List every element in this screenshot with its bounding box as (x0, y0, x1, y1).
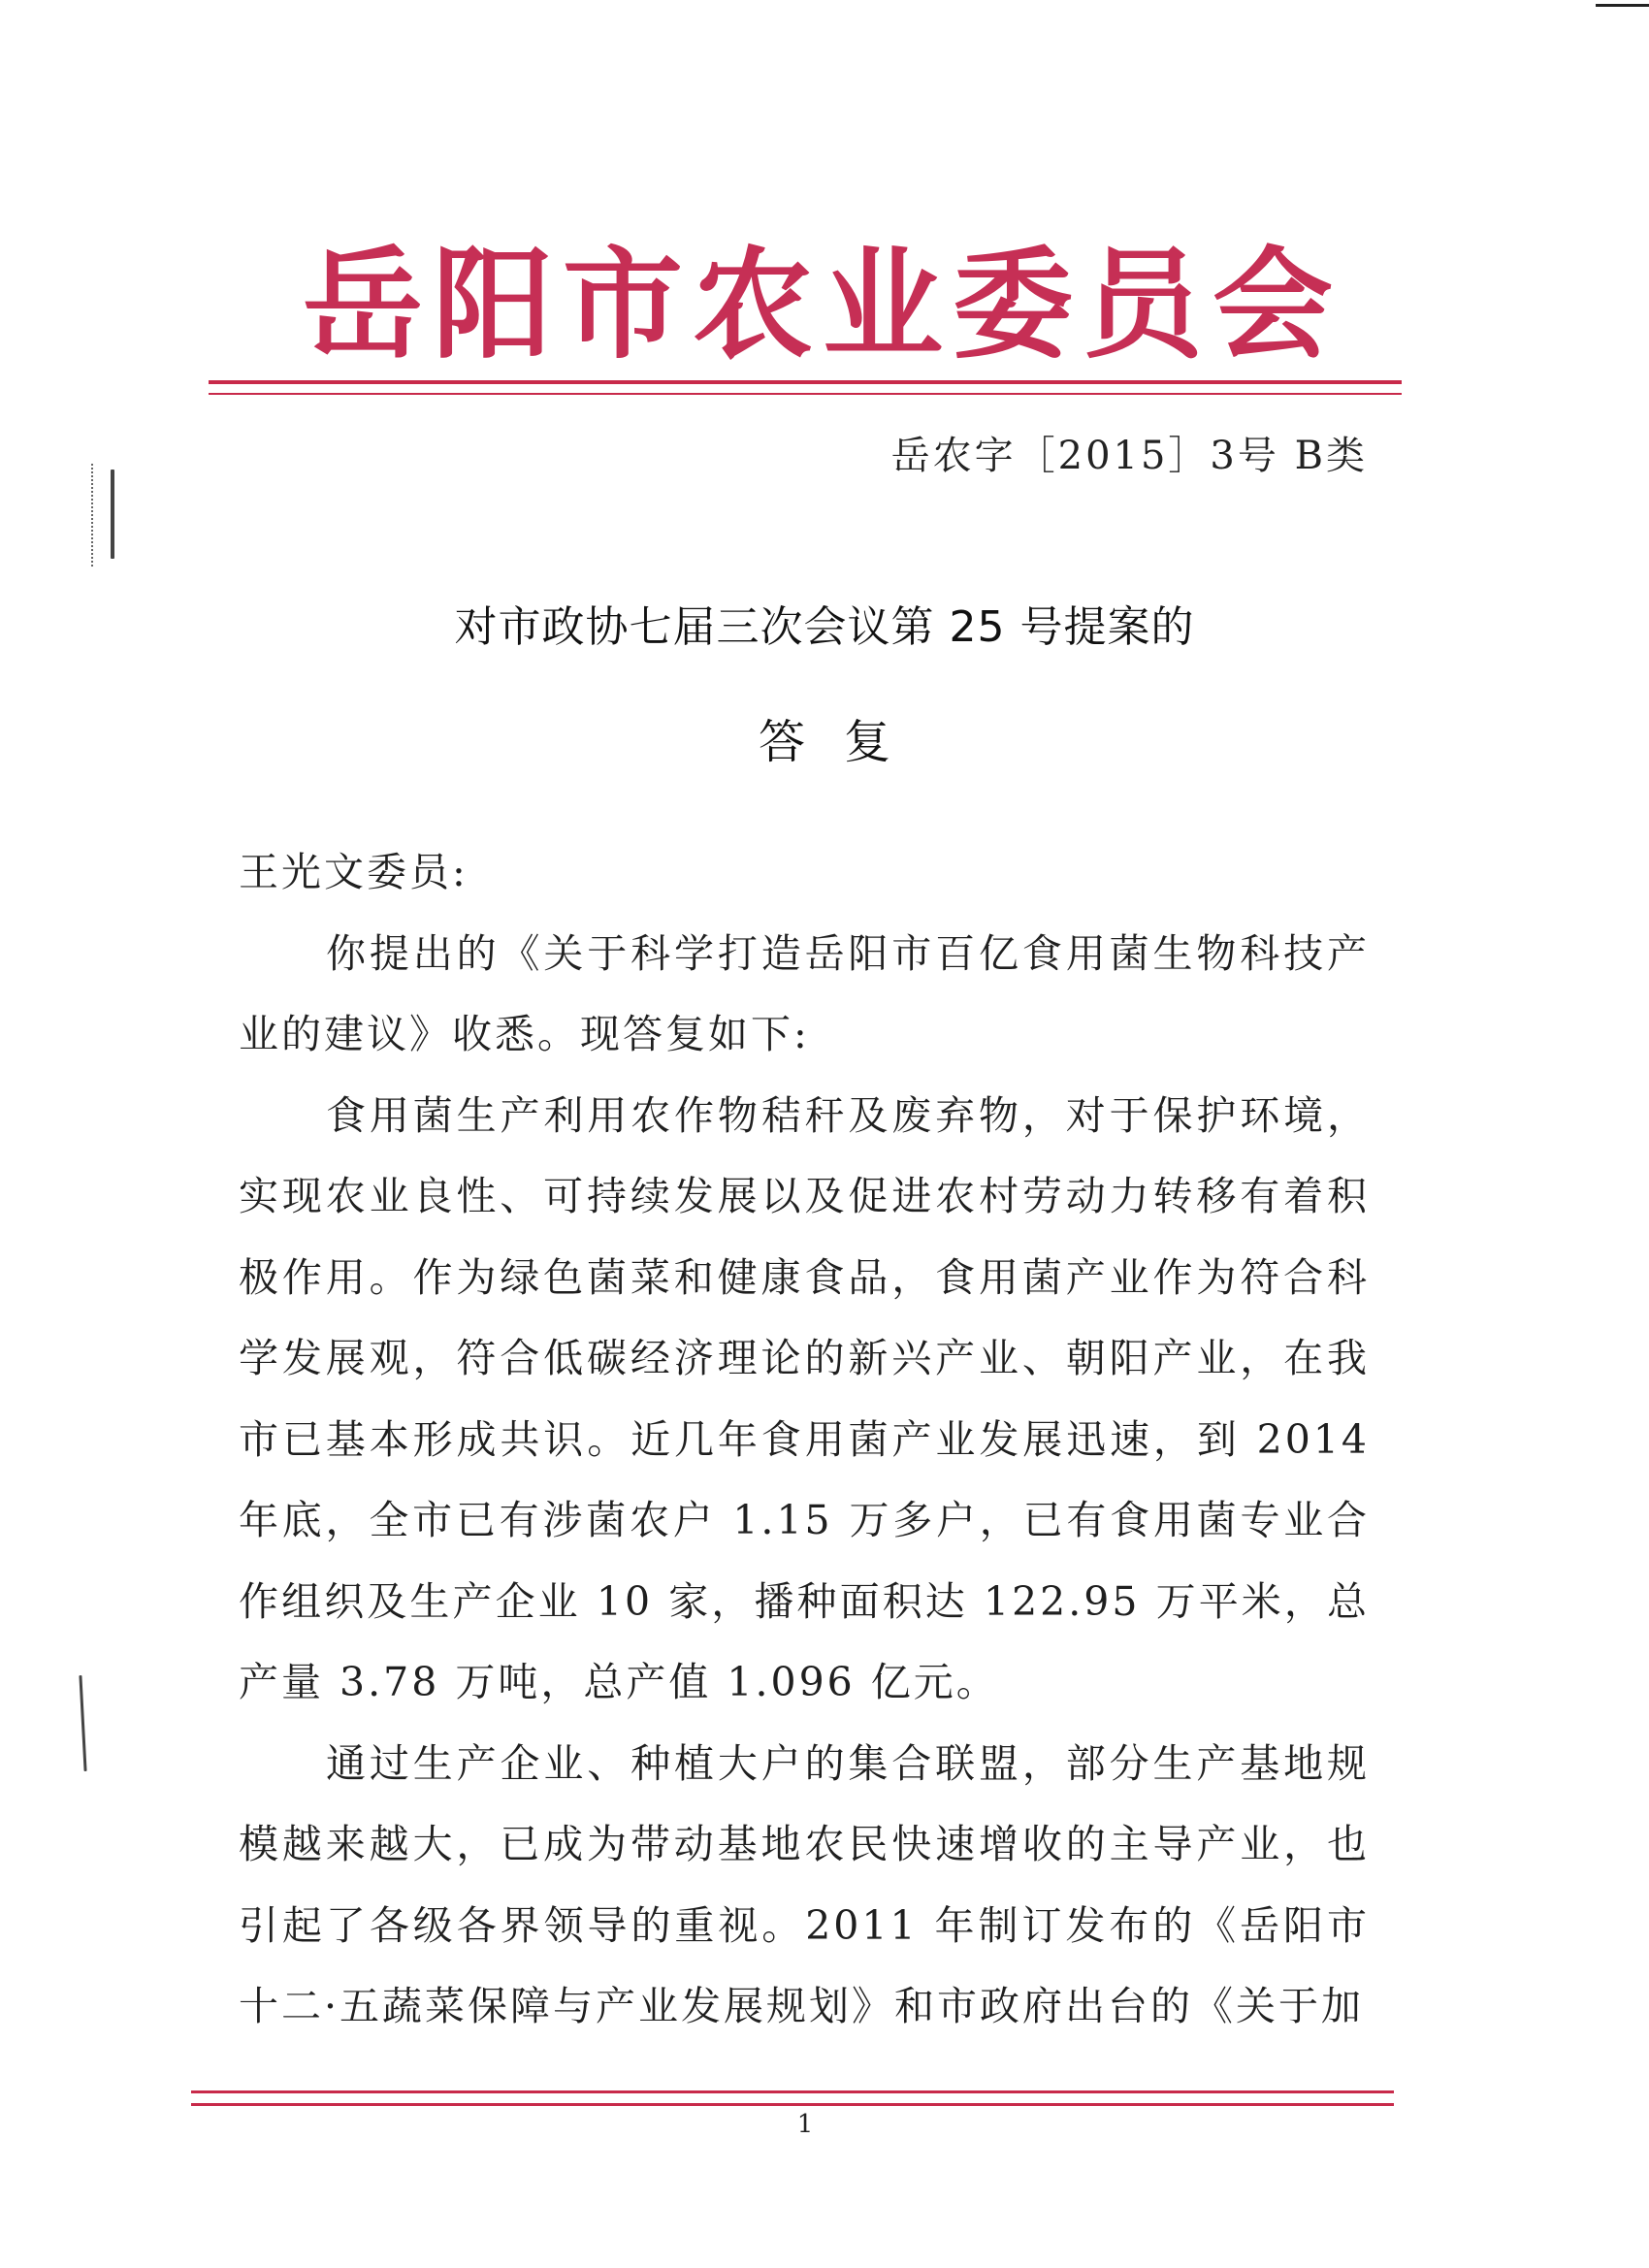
document-subtitle: 答复 (758, 715, 929, 769)
footer-rule-top (191, 2090, 1394, 2093)
letter-body (239, 832, 1370, 2048)
binding-holes (91, 464, 99, 567)
document-number: 岳农字［2015］3号 B类 (890, 434, 1368, 478)
staple-mark-top (111, 470, 114, 559)
staple-mark-bottom (79, 1675, 86, 1771)
letterhead-title: 岳阳市农业委员会 (302, 235, 1342, 375)
document-title: 对市政协七届三次会议第 25 号提案的 (454, 602, 1195, 652)
letterhead-rule-thin (209, 393, 1402, 395)
scan-corner-mark (1596, 4, 1649, 7)
letterhead-rule-thick (209, 380, 1402, 384)
page-number: 1 (796, 2110, 814, 2139)
salutation: 王光文委员: (239, 849, 469, 895)
paragraph-2: 食用菌生产利用农作物秸秆及废弃物，对于保护环境，实现农业良性、可持续发展以及促进农村劳动力转移有着积极作用。作为绿色菌菜和健康食品，食用菌产业作为符合科学发展观，符合低碳经济理论的新兴产业、朝阳产业，在我市已基本形成共识。近几年食用菌产业发展迅速，到 2014 年底，全市已有涉菌农户 1.15 万多户，已有食用菌专业合作组织及生产企业 10 家，播种面积达 122.95 万平米，总产量 3.78 万吨，总产值 1.096 亿元。 (239, 1091, 1370, 1705)
paragraph-1: 你提出的《关于科学打造岳阳市百亿食用菌生物科技产业的建议》收悉。现答复如下: (239, 929, 1370, 1057)
paragraph-3: 通过生产企业、种植大户的集合联盟，部分生产基地规模越来越大，已成为带动基地农民快速增收的主导产业，也引起了各级各界领导的重视。2011 年制订发布的《岳阳市十二·五蔬菜保障与产业发展规划》和市政府出台的《关于加 (239, 1739, 1370, 2029)
